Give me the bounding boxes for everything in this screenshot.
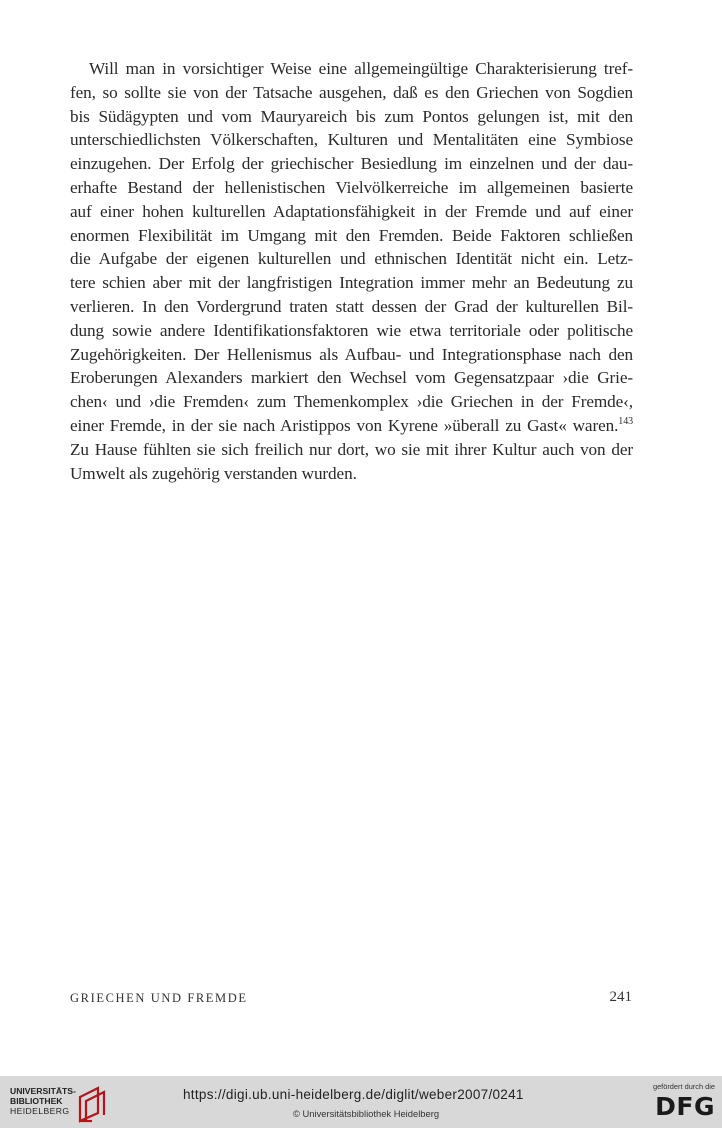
text-line: dung sowie andere Identifikationsfaktoren wie etwa territoriale oder politische xyxy=(70,320,633,340)
library-name-line: UNIVERSITÄTS- xyxy=(10,1086,76,1096)
text-line: verlieren. In den Vordergrund traten statt dessen der Grad der kulturellen Bil- xyxy=(70,296,633,316)
text-line: Umwelt als zugehörig verstanden wurden. xyxy=(70,463,357,483)
text-line: unterschiedlichsten Völkerschaften, Kulturen und Mentalitäten eine Symbiose xyxy=(70,130,633,150)
library-name xyxy=(10,1086,76,1116)
running-title: GRIECHEN UND FREMDE xyxy=(70,991,248,1005)
page-number: 241 xyxy=(609,989,632,1005)
dfg-logo: DFG xyxy=(655,1092,715,1121)
text-line: fen, so sollte sie von der Tatsache ausgehen, daß es den Griechen von Sogdien xyxy=(70,82,633,102)
text-line: chen‹ und ›die Fremden‹ zum Themenkomplex ›die Griechen in der Fremde‹, xyxy=(70,392,633,412)
text-line: die Aufgabe der eigenen kulturellen und ethnischen Identität nicht ein. Letz- xyxy=(70,249,633,269)
text-line: tere schien aber mit der langfristigen Integration immer mehr an Bedeutung zu xyxy=(70,273,633,293)
text-line: enormen Flexibilität im Umgang mit den Fremden. Beide Faktoren schließen xyxy=(70,225,633,245)
permalink-url[interactable]: https://digi.ub.uni-heidelberg.de/diglit/weber2007/0241 xyxy=(183,1087,524,1102)
library-name-line: HEIDELBERG xyxy=(10,1106,70,1116)
digitization-footer xyxy=(0,1076,722,1128)
text-line: auf einer hohen kulturellen Adaptationsfähigkeit in der Fremde und auf einer xyxy=(70,201,633,221)
copyright-notice: © Universitätsbibliothek Heidelberg xyxy=(293,1108,440,1119)
body-paragraph xyxy=(70,57,633,485)
text-line: erhafte Bestand der hellenistischen Vielvölkerreiche im allgemeinen basierte xyxy=(70,177,633,197)
text-line: einzugehen. Der Erfolg der griechischer Besiedlung im einzelnen und der dau- xyxy=(70,154,633,174)
dfg-caption: gefördert durch die xyxy=(652,1082,715,1091)
footnote-reference[interactable]: 143 xyxy=(618,415,633,427)
text-line-with-footnote xyxy=(70,414,633,438)
text-line: Zu Hause fühlten sie sich freilich nur dort, wo sie mit ihrer Kultur auch von der xyxy=(70,439,633,459)
text-line-content: einer Fremde, in der sie nach Aristippos von Kyrene »überall zu Gast« waren. xyxy=(70,415,619,435)
library-mark-icon xyxy=(76,1085,110,1123)
text-line: Zugehörigkeiten. Der Hellenismus als Aufbau- und Integrationsphase nach den xyxy=(70,344,633,364)
library-name-line: BIBLIOTHEK xyxy=(10,1096,63,1106)
text-line: Eroberungen Alexanders markiert den Wechsel vom Gegensatzpaar ›die Grie- xyxy=(70,368,633,388)
text-line: Will man in vorsichtiger Weise eine allgemeingültige Charakterisierung tref- xyxy=(89,59,633,78)
text-line: bis Südägypten und vom Mauryareich bis zum Pontos gelungen ist, mit den xyxy=(70,106,633,126)
dfg-sponsor[interactable] xyxy=(643,1082,715,1120)
